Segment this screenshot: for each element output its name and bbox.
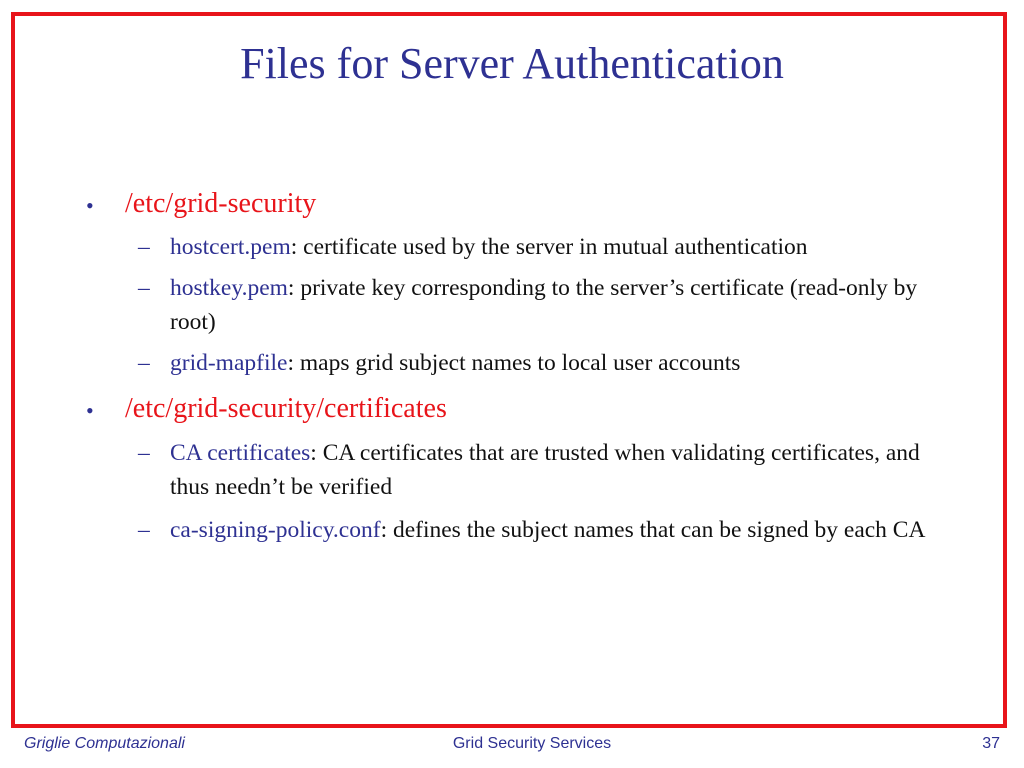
bullet-marker: •: [86, 193, 94, 218]
dash-marker: –: [138, 517, 150, 543]
footer-section-title: Grid Security Services: [452, 735, 612, 752]
subitem-description: : CA certificates that are trusted when validating certificates, and thus needn’t be verified: [170, 440, 920, 500]
subitem-key: ca-signing-policy.conf: [170, 517, 381, 543]
subitem-ca-certificates: [170, 436, 930, 504]
subitem-ca-signing-policy: [170, 513, 985, 547]
subitem-hostcert: [170, 230, 990, 264]
dash-marker: –: [138, 350, 150, 376]
bullet-etc-grid-security-certificates: /etc/grid-security/certificates: [125, 393, 447, 424]
subitem-grid-mapfile: [170, 346, 990, 380]
subitem-key: hostcert.pem: [170, 234, 291, 260]
subitem-description: : certificate used by the server in mutual authentication: [290, 234, 808, 260]
footer-page-number: 37: [982, 735, 1000, 752]
dash-marker: –: [138, 275, 150, 301]
bullet-etc-grid-security: /etc/grid-security: [125, 188, 317, 219]
footer-course-name: Griglie Computazionali: [24, 735, 185, 752]
bullet-marker: •: [86, 398, 94, 423]
subitem-description: : defines the subject names that can be signed by each CA: [380, 517, 926, 543]
subitem-key: grid-mapfile: [170, 350, 288, 376]
subitem-key: CA certificates: [170, 440, 311, 466]
slide-title: Files for Server Authentication: [240, 39, 784, 88]
subitem-description: : maps grid subject names to local user accounts: [287, 350, 741, 376]
dash-marker: –: [138, 234, 150, 260]
dash-marker: –: [138, 440, 150, 466]
subitem-hostkey: [170, 271, 950, 339]
subitem-key: hostkey.pem: [170, 275, 288, 301]
subitem-description: : private key corresponding to the server’s certificate (read-only by root): [170, 275, 918, 335]
